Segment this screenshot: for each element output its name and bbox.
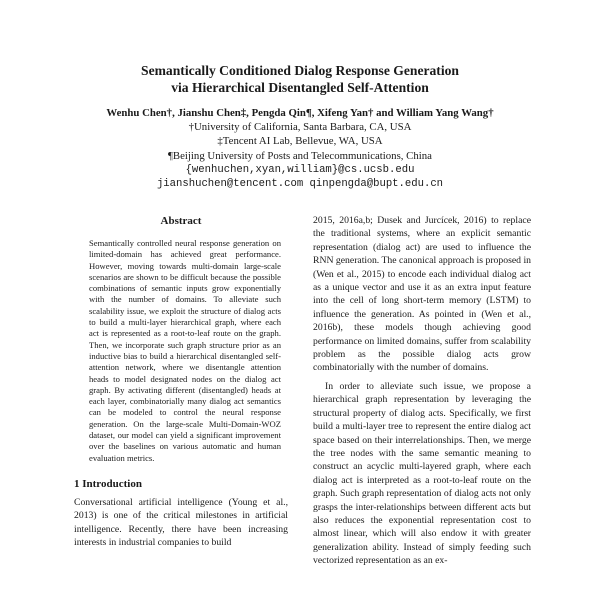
right-paragraph-2: In order to alleviate such issue, we propose a hierarchical graph representation by leveraging the structural property of dialog acts. Specifically, we first build a multi-layer tree to represent the entire dialog act space based on their interrelationships. Then, we merge the tree nodes with the same semantic meaning to construct an acyclic multi-layered graph, where each dialog act is interpreted as a root-to-leaf route on the graph. Such graph representation of dialog acts not only grasps the inter-relationships between different acts but also reduces the exponential representation cost to almost linear, which will also endow it with greater generalization ability. Instead of simply feeding such vectorized representation as an ex- bbox=[313, 380, 531, 567]
email-line-1: {wenhuchen,xyan,william}@cs.ucsb.edu bbox=[185, 163, 415, 176]
affiliation-tencent: ‡Tencent AI Lab, Bellevue, WA, USA bbox=[217, 135, 383, 148]
title-line-2: via Hierarchical Disentangled Self-Attention bbox=[171, 80, 429, 95]
author-names: Wenhu Chen†, Jianshu Chen‡, Pengda Qin¶, Xifeng Yan† and William Yang Wang† bbox=[106, 107, 494, 119]
abstract-heading: Abstract bbox=[160, 215, 202, 227]
right-paragraph-1: 2015, 2016a,b; Dusek and Jurcícek, 2016) to replace the traditional systems, where an explicit semantic representation (dialog act) are used to influence the RNN generation. The canonical approach is proposed in (Wen et al., 2015) to encode each individual dialog act as a unique vector and use it as an extra input feature into the cell of long short-term memory (LSTM) to influence the generation. As pointed in (Wen et al., 2016b), these models though achieving good performance on limited domains, suffer from scalability problem as the possible dialog acts grow combinatorially with the number of domains. bbox=[313, 215, 531, 374]
abstract-text: Semantically controlled neural response generation on limited-domain has achieved great performance. However, moving towards multi-domain large-scale scenarios are shown to be difficult because the possible combinations of semantic inputs grow exponentially with the number of domains. To alleviate such scalability issue, we exploit the structure of dialog acts to build a multi-layer hierarchical graph, where each act is represented as a root-to-leaf route on the graph. Then, we incorporate such graph structure prior as an inductive bias to build a hierarchical disentangled self-attention network, where we disentangle attention heads to model designated nodes on the dialog act graph. By activating different (disentangled) heads at each layer, combinatorially many dialog act semantics can be modeled to control the neural response generation. On the large-scale Multi-Domain-WOZ dataset, our model can yield a significant improvement over the baselines on various automatic and human evaluation metrics. bbox=[89, 238, 281, 463]
title-line-1: Semantically Conditioned Dialog Response Generation bbox=[141, 63, 459, 78]
affiliation-ucsb: †University of California, Santa Barbara, CA, USA bbox=[188, 121, 412, 134]
author-block bbox=[40, 106, 560, 191]
right-column bbox=[313, 214, 531, 568]
email-line-2: jianshuchen@tencent.com qinpengda@bupt.edu.cn bbox=[156, 178, 444, 191]
left-column bbox=[74, 214, 288, 550]
paper-title bbox=[60, 62, 540, 96]
affiliation-bupt: ¶Beijing University of Posts and Telecommunications, China bbox=[168, 149, 432, 162]
introduction-heading: 1 Introduction bbox=[74, 477, 142, 490]
introduction-paragraph-1: Conversational artificial intelligence (Young et al., 2013) is one of the critical milestones in artificial intelligence. Recently, there have been increasing interests in industrial companies to build bbox=[74, 496, 288, 549]
